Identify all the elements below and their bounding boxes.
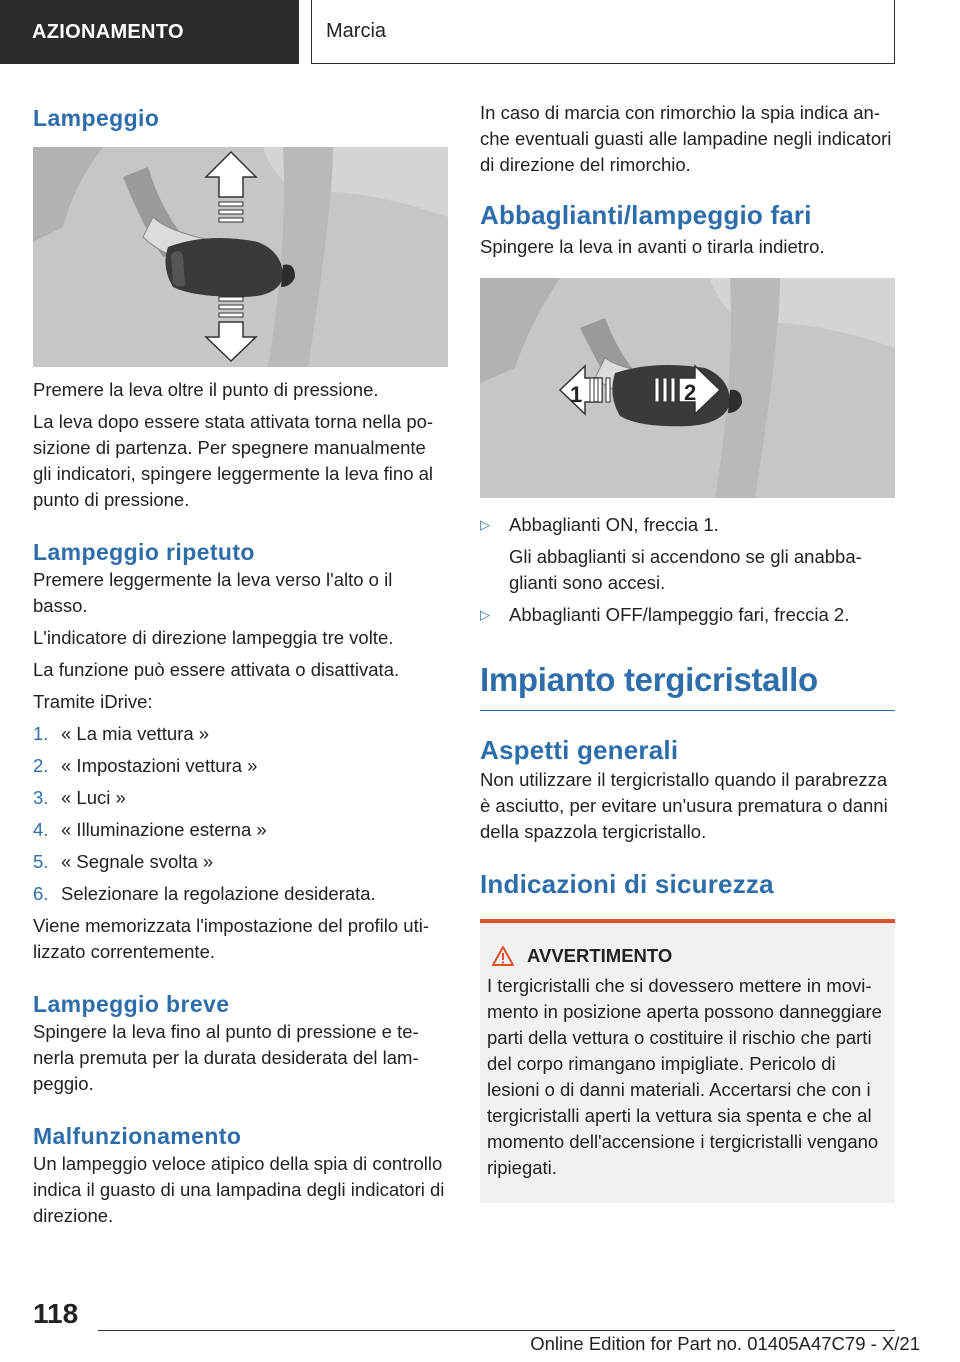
bullet-triangle-icon: ▷ <box>480 517 490 532</box>
heading-lampeggio-breve: Lampeggio breve <box>33 991 230 1017</box>
step-number: 6. <box>33 883 49 904</box>
paragraph: La leva dopo essere stata attivata torna nella posizione di partenza. Per spegnere manualmente gli indicatori, spingere leggermente la leva fino al punto di pressione. <box>33 411 434 510</box>
bullet-text: Abbaglianti ON, freccia 1. <box>509 514 719 535</box>
warning-title-row <box>487 945 887 967</box>
paragraph: L'indicatore di direzione lampeggia tre volte. <box>33 627 394 648</box>
heading-indicazioni-sicurezza: Indicazioni di sicurezza <box>480 869 774 899</box>
arrow-2-label: 2 <box>684 380 697 405</box>
heading-aspetti-generali: Aspetti generali <box>480 735 679 765</box>
paragraph: Premere leggermente la leva verso l'alto o il basso. <box>33 569 393 616</box>
step-text: « Luci » <box>61 787 126 808</box>
section-tab <box>0 0 299 64</box>
footer-divider <box>98 1330 895 1331</box>
list-item <box>33 849 448 875</box>
left-column <box>33 100 448 1229</box>
warning-title: AVVERTIMENTO <box>527 945 673 966</box>
step-text: « La mia vettura » <box>61 723 210 744</box>
lever-up-down-illustration <box>33 147 448 367</box>
paragraph: Spingere la leva fino al punto di pressione e tenerla premuta per la durata desiderata del lampeggio. <box>33 1021 419 1094</box>
step-number: 1. <box>33 723 49 744</box>
paragraph: In caso di marcia con rimorchio la spia indica anche eventuali guasti alle lampadine negli indicatori di direzione del rimorchio. <box>480 102 892 175</box>
page-number: 118 <box>33 1298 79 1329</box>
step-number: 4. <box>33 819 49 840</box>
chapter-title: Marcia <box>326 20 387 42</box>
section-title: AZIONAMENTO <box>32 20 184 43</box>
paragraph: Premere la leva oltre il punto di pressione. <box>33 379 379 400</box>
heading-lampeggio: Lampeggio <box>33 105 160 131</box>
figure-high-beam-lever <box>480 278 895 498</box>
list-item <box>33 753 448 779</box>
idrive-steps <box>33 721 448 907</box>
chapter-tab <box>311 0 895 64</box>
step-number: 5. <box>33 851 49 872</box>
heading-impianto-tergicristallo: Impianto tergicristallo <box>480 658 895 711</box>
paragraph: La funzione può essere attivata o disattivata. <box>33 659 400 680</box>
bullet-triangle-icon: ▷ <box>480 607 490 622</box>
paragraph: Viene memorizzata l'impostazione del profilo utilizzato correntemente. <box>33 915 429 962</box>
bullet-text: Abbaglianti OFF/lampeggio fari, freccia 2. <box>509 604 850 625</box>
paragraph: Tramite iDrive: <box>33 691 153 712</box>
paragraph: Un lampeggio veloce atipico della spia di controllo indica il guasto di una lampadina degli indicatori di direzione. <box>33 1153 445 1226</box>
step-number: 3. <box>33 787 49 808</box>
list-item <box>480 512 895 538</box>
edition-note: Online Edition for Part no. 01405A47C79 - X/21 <box>530 1333 920 1354</box>
lever-forward-back-illustration <box>480 278 895 498</box>
paragraph: Gli abbaglianti si accendono se gli anabbaglianti sono accesi. <box>509 546 862 593</box>
step-text: Selezionare la regolazione desiderata. <box>61 883 376 904</box>
heading-abbaglianti: Abbaglianti/lampeggio fari <box>480 200 812 230</box>
right-column <box>480 100 895 1203</box>
list-item <box>480 602 895 628</box>
step-text: « Illuminazione esterna » <box>61 819 267 840</box>
heading-lampeggio-ripetuto: Lampeggio ripetuto <box>33 539 255 565</box>
warning-text: I tergicristalli che si dovessero mettere in movimento in posizione aperta possono danneggiare parti della vettura o costituire il rischio che parti del corpo rimangano impigliate. Pericolo di lesioni o di danni materiali. Accertarsi che con i tergicristalli aperti la vettura sia spenta e che al momento dell'accensione i tergicristalli vengano ripiegati. <box>487 975 882 1178</box>
list-item <box>33 881 448 907</box>
step-text: « Impostazioni vettura » <box>61 755 258 776</box>
heading-malfunzionamento: Malfunzionamento <box>33 1123 242 1149</box>
warning-triangle-icon <box>491 945 515 967</box>
step-text: « Segnale svolta » <box>61 851 214 872</box>
paragraph: Spingere la leva in avanti o tirarla indietro. <box>480 236 825 257</box>
step-number: 2. <box>33 755 49 776</box>
paragraph: Non utilizzare il tergicristallo quando il parabrezza è asciutto, per evitare un'usura prematura o danni della spazzola tergicristallo. <box>480 769 888 842</box>
list-item <box>33 817 448 843</box>
warning-box <box>480 919 895 1203</box>
arrow-1-label: 1 <box>570 382 583 407</box>
figure-turn-signal-lever <box>33 147 448 367</box>
list-item <box>33 721 448 747</box>
list-item <box>33 785 448 811</box>
